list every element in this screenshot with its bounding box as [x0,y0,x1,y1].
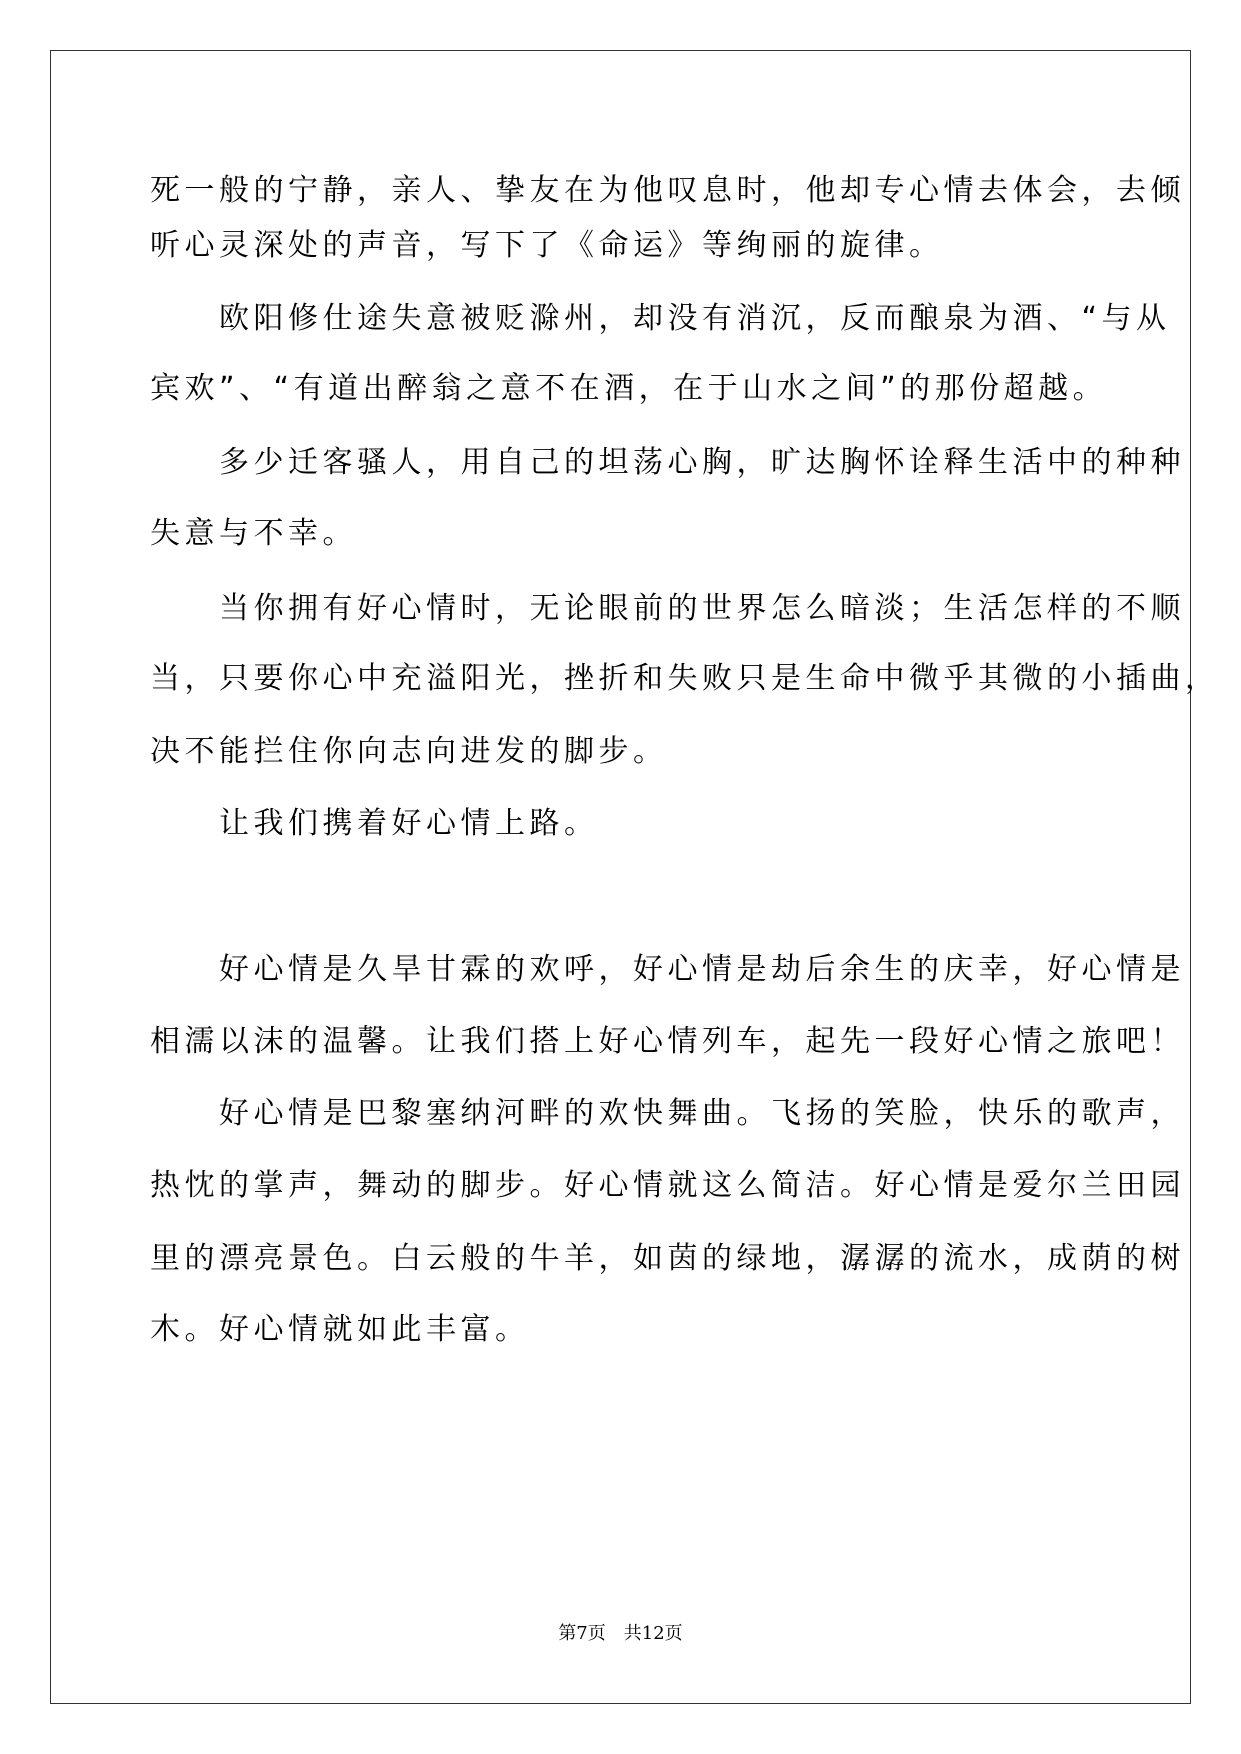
text-line: 失意与不幸。 [150,516,357,551]
text-line: 好心情是久旱甘霖的欢呼，好心情是劫后余生的庆幸，好心情是 [150,952,1185,987]
text-line: 好心情是巴黎塞纳河畔的欢快舞曲。飞扬的笑脸，快乐的歌声， [150,1096,1185,1131]
text-line: 相濡以沫的温馨。让我们搭上好心情列车，起先一段好心情之旅吧！ [150,1024,1185,1059]
text-line: 宾欢”、“有道出醉翁之意不在酒，在于山水之间”的那份超越。 [150,371,1108,406]
text-line: 多少迁客骚人，用自己的坦荡心胸，旷达胸怀诠释生活中的种种 [150,445,1185,480]
text-line: 当，只要你心中充溢阳光，挫折和失败只是生命中微乎其微的小插曲， [150,661,1220,696]
text-line: 木。好心情就如此丰富。 [150,1312,530,1347]
text-line: 听心灵深处的声音，写下了《命运》等绚丽的旋律。 [150,228,944,263]
text-line: 让我们携着好心情上路。 [150,806,599,841]
page-number: 第7页 共12页 [558,1623,683,1644]
text-line: 欧阳修仕途失意被贬滁州，却没有消沉，反而酿泉为酒、“与从 [150,301,1171,336]
text-line: 死一般的宁静，亲人、挚友在为他叹息时，他却专心情去体会，去倾 [150,173,1185,208]
text-line: 里的漂亮景色。白云般的牛羊，如茵的绿地，潺潺的流水，成荫的树 [150,1241,1185,1276]
text-line: 热忱的掌声，舞动的脚步。好心情就这么简洁。好心情是爱尔兰田园 [150,1168,1185,1203]
text-line: 决不能拦住你向志向进发的脚步。 [150,734,668,769]
text-line: 当你拥有好心情时，无论眼前的世界怎么暗淡；生活怎样的不顺 [150,591,1185,626]
